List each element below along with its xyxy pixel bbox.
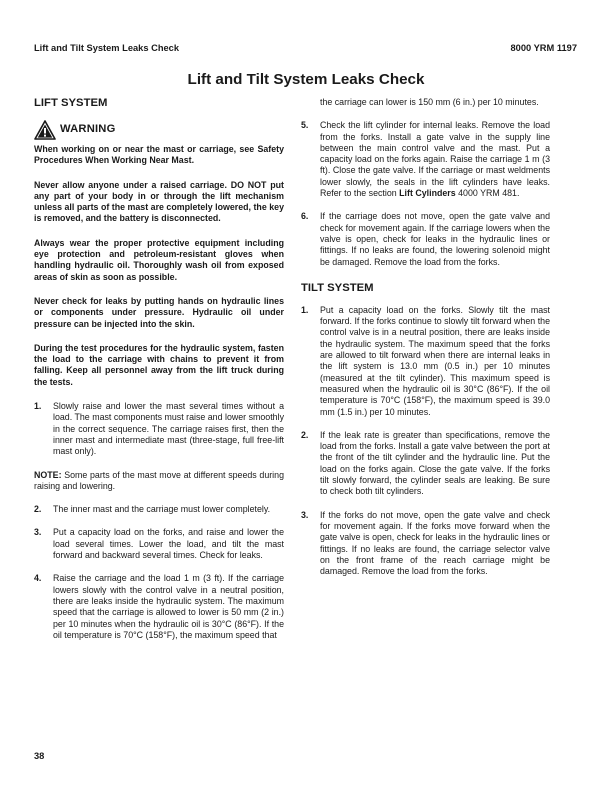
tilt-step-1 bbox=[301, 305, 550, 418]
note-text: Some parts of the mast move at different speeds during raising and lowering. bbox=[34, 469, 284, 491]
step-text: Put a capacity load on the forks, and raise and lower the load several times. Lower the load, and tilt the mast forward and backward several times. Check for leaks. bbox=[53, 527, 284, 561]
lift-step-5 bbox=[301, 120, 550, 199]
lift-system-heading: LIFT SYSTEM bbox=[34, 97, 108, 109]
warning-paragraph: When working on or near the mast or carriage, see Safety Procedures When Working Near Mast. bbox=[34, 144, 284, 166]
step-text: If the leak rate is greater than specifications, remove the load from the forks. Install a gate valve between the port at the front of the tilt cylinder and the hydraulic line. Put the load on the forks again. Close the gate valve. If the forks tilt slowly forward, the cylinder seals are leaking. Be sure to check both tilt cylinders. bbox=[320, 429, 550, 497]
step-number: 3. bbox=[301, 509, 309, 520]
running-header-doc-number: 8000 YRM 1197 bbox=[510, 43, 577, 53]
warning-paragraph: During the test procedures for the hydraulic system, fasten the load to the carriage with chains to prevent it from falling. Keep all personnel away from the lift truck during the tests. bbox=[34, 342, 284, 387]
note bbox=[34, 470, 284, 493]
tilt-step-3 bbox=[301, 510, 550, 578]
lift-step-3 bbox=[34, 527, 284, 561]
step-number: 1. bbox=[34, 401, 42, 412]
lift-step-4 bbox=[34, 573, 284, 641]
left-column bbox=[34, 97, 284, 653]
step-text: The inner mast and the carriage must lower completely. bbox=[53, 504, 271, 515]
tilt-step-2 bbox=[301, 430, 550, 498]
step-text: If the forks do not move, open the gate valve and check for movement again. If the forks move forward when the gate valve is open, check for leaks in the hydraulic lines or fittings. If no leaks are found, the carriage selector valve on the front frame of the reach carriage might be damaged. Remove the load from the forks. bbox=[320, 509, 550, 577]
page-title: Lift and Tilt System Leaks Check bbox=[187, 71, 425, 88]
step-number: 5. bbox=[301, 120, 309, 131]
step-number: 4. bbox=[34, 573, 42, 584]
step-text: Raise the carriage and the load 1 m (3 ft). If the carriage lowers slowly with the control valve in a neutral position, there are leaks inside the hydraulic system. The maximum speed that the carriage is allowed to lower is 50 mm (2 in.) per 10 minutes when the hydraulic oil is 30°C (86°F). If the oil temperature is 70°C (158°F), the maximum speed that bbox=[53, 573, 284, 640]
step-number: 6. bbox=[301, 211, 309, 222]
step-number: 2. bbox=[301, 429, 309, 440]
lift-step-6 bbox=[301, 211, 550, 267]
step-number: 2. bbox=[34, 504, 42, 515]
tilt-system-heading: TILT SYSTEM bbox=[301, 281, 374, 294]
lift-step-4-continuation: the carriage can lower is 150 mm (6 in.) per 10 minutes. bbox=[320, 97, 539, 107]
step-text: Slowly raise and lower the mast several times without a load. The mast components must raise and lower smoothly in the correct sequence. The carriage raises first, then the inner mast and intermediate mast (three-stage, full free-lift mast only). bbox=[53, 401, 284, 457]
warning-paragraph: Never allow anyone under a raised carriage. DO NOT put any part of your body in or through the lift mechanism unless all parts of the mast are completely lowered, the key is removed, and the battery is disconnected. bbox=[34, 179, 284, 224]
right-column bbox=[301, 97, 550, 589]
note-label: NOTE: bbox=[34, 469, 62, 480]
warning-paragraph: Never check for leaks by putting hands on hydraulic lines or components under pressure. Hydraulic oil under pressure can be injected into the skin. bbox=[34, 295, 284, 329]
warning-triangle-icon bbox=[34, 120, 56, 140]
page-number: 38 bbox=[34, 751, 45, 761]
warning-header bbox=[34, 120, 284, 140]
step-number: 3. bbox=[34, 527, 42, 538]
warning-label: WARNING bbox=[60, 123, 116, 136]
step-text: Put a capacity load on the forks. Slowly tilt the mast forward. If the forks continue to slowly tilt forward when the control valve is in a neutral position, there are leaks inside the hydraulic system. The maximum speed that the forks are allowed to tilt forward when there are internal leaks in the lift system is 13.0 mm (0.5 in.) per 10 minutes (measured at the tilt cylinder). This maximum speed is measured when the hydraulic oil is 30°C (86°F). If the oil temperature is 70°C (158°F), the maximum speed is 39.0 mm (1.5 in.) per 10 minutes. bbox=[320, 304, 550, 417]
lift-step-1 bbox=[34, 401, 284, 457]
lift-step-2 bbox=[34, 504, 284, 515]
running-header-title: Lift and Tilt System Leaks Check bbox=[34, 43, 180, 53]
step-text: If the carriage does not move, open the gate valve and check for movement again. If the carriage lowers when the valve is open, check for leaks in the hydraulic lines or fittings. If no leaks are found, the lowering solenoid might be damaged. Remove the load from the forks. bbox=[320, 211, 550, 267]
step-number: 1. bbox=[301, 304, 309, 315]
step-text: Check the lift cylinder for internal leaks. Remove the load from the forks. Install a gate valve in the supply line between the main control valve and the mast. Put a capacity load on the forks again. Raise the carriage 1 m (3 ft). Close the gate valve. If the carriage or mast weldments lower slowly, the seals in the lift cylinders have leaks. Refer to the section Lift Cylinders 4000 YRM 481. bbox=[320, 120, 550, 199]
section-reference: Lift Cylinders bbox=[399, 188, 456, 199]
warning-paragraph: Always wear the proper protective equipment including eye protection and petroleum-resistant gloves when handling hydraulic oil. Thoroughly wash oil from exposed areas of skin as soon as possible. bbox=[34, 237, 284, 282]
